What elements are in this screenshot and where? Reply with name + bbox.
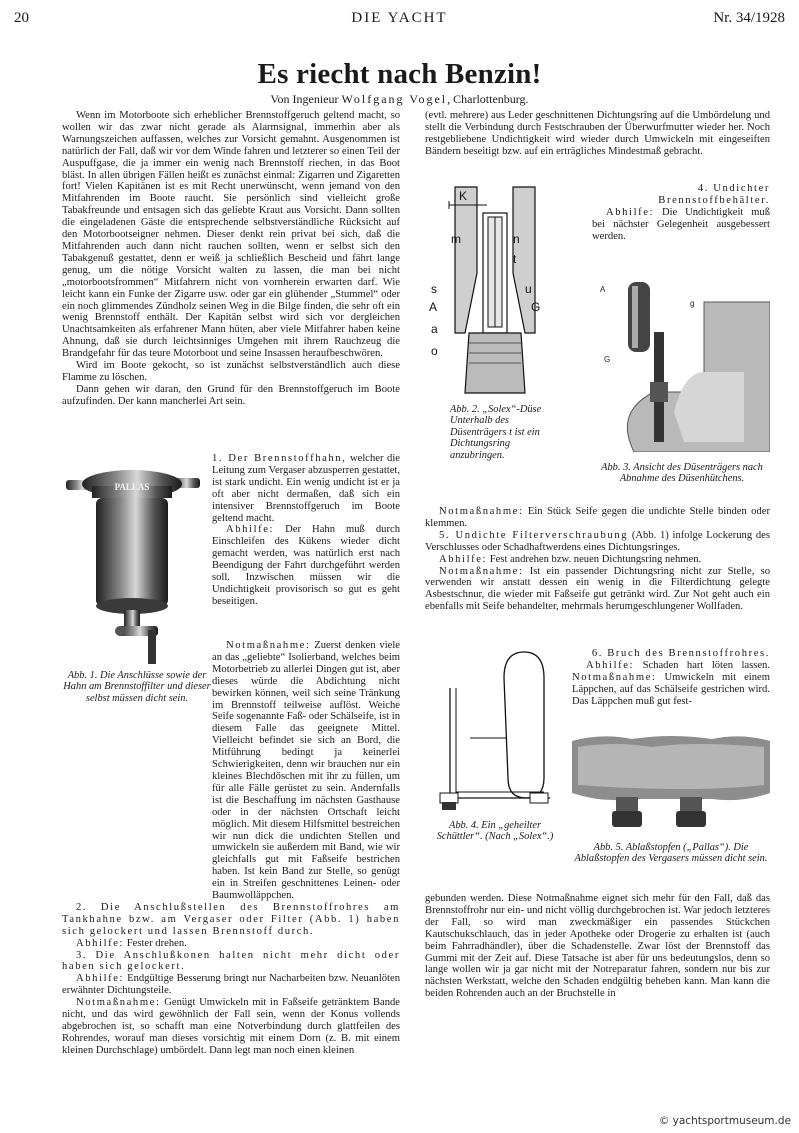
label-a: a xyxy=(431,322,438,336)
article-title: Es riecht nach Benzin! xyxy=(257,58,542,90)
caption-abb3: Abb. 3. Ansicht des Düsenträgers nach Abnahme des Düsenhütchens. xyxy=(601,462,763,485)
n5-abhilfe: Fest andrehen bzw. neuen Dichtungsring nehmen. xyxy=(489,553,702,565)
jet-carrier-photo xyxy=(594,262,770,452)
abb3-label-A: A xyxy=(600,285,606,294)
n2-heading: 2. Die Anschlußstellen des Brennstoffrohres am Tankhahne bzw. am Vergaser oder Filter (Abb. 1) haben sich gelockert und lassen Brennstoff durch. xyxy=(62,901,400,937)
label-t: t xyxy=(513,252,517,266)
cause-paragraph: Dann gehen wir daran, den Grund für den Brennstoffgeruch im Boote aufzufinden. Der kann mancherlei Art sein. xyxy=(62,383,400,407)
continuation-paragraph: (evtl. mehrere) aus Leder geschnittenen Dichtungsring auf die Umbördelung und stellt die Verbindung durch Festschrauben der Überwurfmutter wieder her. Noch restgebliebene Undichtigkeit wird wieder durch Umwickeln mit eingeseiften Bändern beseitigt bzw. auf ein erträgliches Mindestmaß gebracht. xyxy=(425,110,770,157)
figure-abb1 xyxy=(62,458,202,668)
n5-not: Ist ein passender Dichtungsring nicht zur Stelle, so verwenden wir anstatt dessen ein wenig in die Filterdichtung gelegte Asbestschnur, die wieder mit Faßseife gut getränkt wird. Zur Not geht auch ein ebenfalls mit Seife behandelter, mehrmals herumgeschlungener Wollfaden. xyxy=(425,565,770,613)
label-A: A xyxy=(429,300,438,314)
right-column-top xyxy=(425,110,770,158)
issue-number: Nr. 34/1928 xyxy=(713,10,785,26)
n1-text: welcher die Leitung zum Vergaser abzusperren gestattet, ist stark undicht. Ein wenig undicht ist er ja oft aber nicht dermaßen, daß sich ein intensiver Brennstoffgeruch im Boote geltend macht. xyxy=(212,453,400,524)
n1-not-label: Notmaßnahme: xyxy=(226,640,311,651)
n3-not: Genügt Umwickeln mit in Faßseife getränktem Bande nicht, und das wird gewöhnlich der Fall sein, wenn der Konus vollends abgebrochen ist, so schafft man eine Notverbindung durch glattfeilen des Rohrendes, worauf man dieses vorsichtig mit einem Dorn (z. B. mit einem kleinen Durchschlage) umbördelt. Dann legt man noch einen kleinen xyxy=(62,997,400,1056)
caption-abb5: Abb. 5. Ablaßstopfen („Pallas“). Die Ablaßstopfen des Vergasers müssen dicht sein. xyxy=(574,842,768,865)
figure-abb4 xyxy=(430,648,560,816)
n4-abhilfe-label: Abhilfe: xyxy=(606,206,655,218)
figure-abb5 xyxy=(572,733,770,831)
left-column-middle xyxy=(212,453,400,608)
n1-not: Zuerst denken viele an das „geliebte“ Isolierband, welches beim Motorbetrieb zu allerlei Dingen gut ist, aber dieses würde die Abdichtung nicht bewirken können, weil sich seine Tränkung im Brennstoff teilweise auflöst. Weiche Seife sogenannte Faß- oder Schälseife, ist in diesem Falle das geeignete Mittel. Vielleicht befindet sie sich an Bord, die Mitführung bedingt ja keinerlei Schwierigkeiten, denn wir brauchen nur ein kleines Blechdöschen mit ihr zu füllen, um für alle Fälle gerüstet zu sein. Andernfalls ist die Beschaffung im nächsten Gasthause oder in der nächsten Ortschaft leicht möglich. Mit diesem Hilfsmittel bestreichen wir nun dick die undichten Stellen und umwickeln sie außerdem mit Band, wie wir gleichfalls gut mit Faßseife bestrichen haben. Ist kein Band zur Stelle, so genügt ein in Streifen geschnittenes Leinen- oder Baumwolläppchen. xyxy=(212,640,400,902)
abb3-label-g: g xyxy=(690,299,695,308)
page-number: 20 xyxy=(14,10,29,26)
intro-paragraph: Wenn im Motorboote sich erheblicher Brennstoffgeruch geltend macht, so wollen wir das zwar nicht gerade als Alarmsignal, immerhin aber als Warnungszeichen auffassen, welches zur Vorsicht gemahnt. Ausgenommen ist natürlich der Fall, daß wir vor dem Winde fahren und letzterer so einen Teil der Auspuffgase, die ja immer ein wenig nach Brennstoff riechen, in das Boot bläst. In allen übrigen Fällen heißt es zunächst einmal: Zigarren und Zigaretten fort! Vielen Kapitänen ist es mit Recht unerwünscht, wenn jemand von den Mitfahrenden im Boote raucht. Sie persönlich sind vielleicht große Tabakfreunde und entsagen sich das geliebte Kraut aus Vorsicht. Dann sollten die eingeladenen Gäste die entsprechende selbstverständliche Rücksicht auf den Motorbootseigner nehmen. Dieser denkt rein privat bei sich, daß die Mitfahrenden auch dann nicht rauchen sollten, wenn er selbst sich den Tabakgenuß gestattet, denn er weiß ja schließlich Bescheid und fährt lange genug, um die nötige Vorsicht walten zu lassen, die man bei nicht „motorbootsfrommen“ Mitfahrern nicht von vornherein erwarten darf. Wie leicht kann ein Funke der Zigarre usw. oder gar ein glühender „Stummel“ oder ein noch glimmendes Zündholz seinen Weg in die Bilge finden, die sehr oft ein wenig Brennstoff enthält. Der Kapitän selbst wird sich vor dergleichen Unachtsamkeiten als erfahrener Mann hüten, aber viele Mitfahrer haben keine Ahnung, daß sie durch leichtsinniges Umgehen mit ihrem Rauchzeug die Brandgefahr für das teure Motorboot und seine Insassen heraufbeschwören. xyxy=(62,110,400,360)
right-column-n4 xyxy=(592,183,770,243)
n4-heading: 4. Undichter Brennstoffbehälter. xyxy=(658,183,770,206)
caption-abb4: Abb. 4. Ein „geheilter Schüttler“. (Nach „Solex“.) xyxy=(436,820,554,843)
n5-heading: 5. Undichte Filterverschraubung xyxy=(439,529,629,541)
byline-place: , Charlottenburg. xyxy=(447,92,529,106)
label-n: n xyxy=(513,232,520,246)
n6-abhilfe: Schaden hart löten lassen. xyxy=(642,659,770,671)
caption-abb2: Abb. 2. „Solex“-Düse Unterhalb des Düsenträgers t ist ein Dichtungsring anzubringen. xyxy=(450,404,542,461)
n3-abhilfe: Endgültige Besserung bringt nur Nacharbeiten bzw. Neuanlöten erwähnter Dichtungsteile. xyxy=(62,973,401,997)
n5-abhilfe-label: Abhilfe: xyxy=(439,553,488,565)
cooking-paragraph: Wird im Boote gekocht, so ist zunächst selbstverständlich auch diese Flamme zu löschen. xyxy=(62,360,400,383)
solex-jet-diagram xyxy=(425,183,565,398)
n6-abhilfe-label: Abhilfe: xyxy=(586,659,635,671)
label-K: K xyxy=(459,189,468,203)
credit-footer: © yachtsportmuseum.de xyxy=(658,1115,791,1127)
label-G: G xyxy=(531,300,541,314)
abb3-label-G: G xyxy=(604,355,611,364)
n1-heading: 1. Der Brennstoffhahn, xyxy=(212,453,347,464)
pallas-brand: PALLAS xyxy=(114,482,150,492)
figure-abb2 xyxy=(425,183,565,398)
n3-heading: 3. Die Anschlußkonen halten nicht mehr dicht oder haben sich gelockert. xyxy=(62,949,400,973)
right-column-middle xyxy=(425,506,770,613)
n3-abhilfe-label: Abhilfe: xyxy=(76,973,125,985)
n6-not: Umwickeln mit einem Läppchen, auf das Schälseife gestrichen wird. Das Läppchen muß gut fest- xyxy=(572,671,770,707)
label-s: s xyxy=(431,282,437,296)
n6-heading: 6. Bruch des Brennstoffrohres. xyxy=(591,648,770,659)
left-column-top xyxy=(62,110,400,408)
n5-not-label: Notmaßnahme: xyxy=(439,565,524,577)
n1-abhilfe-label: Abhilfe: xyxy=(226,524,275,536)
closing-paragraph: gebunden werden. Diese Notmaßnahme eignet sich mehr für den Fall, daß das Brennstoffrohr nur ein- und nicht völlig durchgebrochen ist. War jedoch letzteres der Fall, so wird man zweckmäßiger ein passendes Stückchen Kautschukschlauch, das in jeder Apotheke oder Drogerie zu erhalten ist (auch beim Fahrradhändler), über die Schadenstelle. Zwar löst der Brennstoff das Gummi mit der Zeit auf. Diese Tatsache ist aber für uns bedeutungslos, denn so lange wollen wir ja gar nicht mit der Notreparatur fahren, sondern nur bis zur nächsten Werkstatt, welche den Schaden endgültig beheben kann. Man kann die beiden Rohrenden auch an der Bruchstelle in xyxy=(425,893,770,1000)
n6-not-label: Notmaßnahme: xyxy=(572,671,657,683)
n4-not: Ein Stück Seife gegen die undichte Stelle binden oder klemmen. xyxy=(425,506,770,529)
figure-abb3 xyxy=(594,262,770,452)
byline-author: Wolfgang Vogel xyxy=(341,92,448,106)
n4-not-label: Notmaßnahme: xyxy=(439,506,524,517)
byline-prefix: Von Ingenieur xyxy=(270,92,339,106)
n5-text: (Abb. 1) infolge Lockerung des Verschlusses oder Schadhaftwerdens eines Dichtungsringes. xyxy=(425,529,770,553)
drain-plug-photo xyxy=(572,733,770,831)
label-u: u xyxy=(525,282,532,296)
shaker-drawing xyxy=(430,648,560,816)
n4-abhilfe: Die Undichtigkeit muß bei nächster Gelegenheit ausgebessert werden. xyxy=(592,206,770,242)
right-column-n6 xyxy=(572,648,770,708)
n2-abhilfe-label: Abhilfe: xyxy=(76,937,125,949)
journal-name: DIE YACHT xyxy=(351,10,448,26)
pallas-filter-image xyxy=(62,458,202,668)
n2-abhilfe: Fester drehen. xyxy=(126,937,187,949)
left-column-bottom xyxy=(62,640,400,1057)
label-m: m xyxy=(451,232,461,246)
caption-abb1: Abb. 1. Die Anschlüsse sowie der Hahn am Brennstoffilter und dieser selbst müssen dicht sein. xyxy=(63,670,211,704)
label-o: o xyxy=(431,344,438,358)
right-column-bottom xyxy=(425,893,770,1000)
n1-abhilfe: Der Hahn muß durch Einschleifen des Kükens wieder dicht gemacht werden, was natürlich erst nach Beendigung der Fahrt durchgeführt werden soll. Inzwischen müssen wir die Undichtigkeit provisorisch so gut es geht beseitigen. xyxy=(212,524,400,607)
n3-not-label: Notmaßnahme: xyxy=(76,997,161,1009)
byline xyxy=(0,92,799,107)
